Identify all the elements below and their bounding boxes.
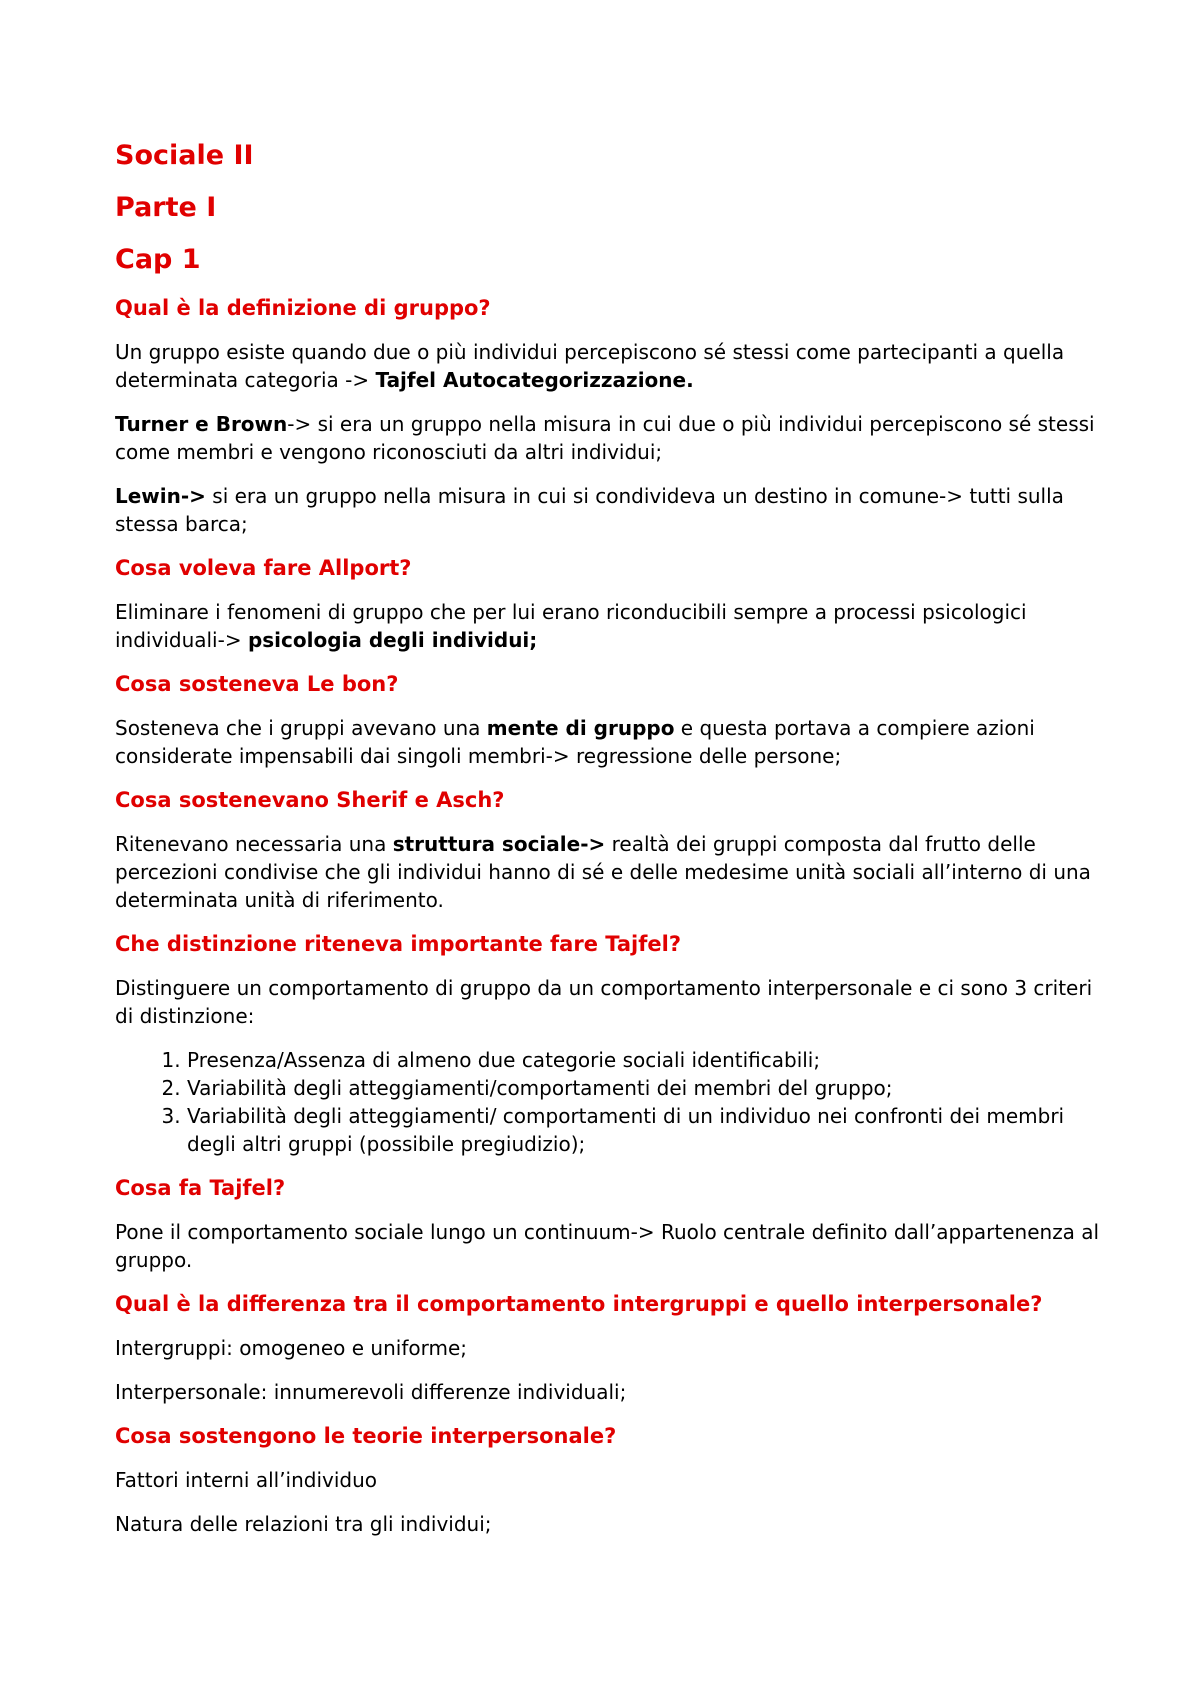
list-item: 3. Variabilità degli atteggiamenti/ comportamenti di un individuo nei confronti dei membri degli altri gruppi (possibile pregiudizio); [187, 1102, 1100, 1158]
part-title: Parte I [115, 192, 217, 223]
list-item: 1. Presenza/Assenza di almeno due categorie sociali identificabili; [187, 1046, 1100, 1074]
question-heading: Qual è la differenza tra il comportamento intergruppi e quello interpersonale? [115, 1292, 1043, 1316]
paragraph-bold: struttura sociale-> [392, 832, 606, 856]
list-item: 2. Variabilità degli atteggiamenti/comportamenti dei membri del gruppo; [187, 1074, 1100, 1102]
paragraph-text: Eliminare i fenomeni di gruppo che per lui erano riconducibili sempre a processi psicologici individuali-> [115, 600, 1027, 652]
question-heading: Cosa voleva fare Allport? [115, 556, 412, 580]
paragraph-text: Un gruppo esiste quando due o più individui percepiscono sé stessi come partecipanti a quella determinata categoria -> [115, 340, 1065, 392]
paragraph-text: Ritenevano necessaria una [115, 832, 393, 856]
paragraph: Distinguere un comportamento di gruppo da un comportamento interpersonale e ci sono 3 criteri di distinzione: [115, 976, 1093, 1028]
paragraph-bold: Lewin-> [115, 484, 206, 508]
paragraph-bold: mente di gruppo [486, 716, 675, 740]
chapter-title: Cap 1 [115, 244, 201, 275]
question-heading: Cosa fa Tajfel? [115, 1176, 286, 1200]
paragraph [115, 482, 1100, 538]
paragraph [115, 714, 1100, 770]
paragraph: Pone il comportamento sociale lungo un continuum-> Ruolo centrale definito dall’appartenenza al gruppo. [115, 1220, 1100, 1272]
paragraph-bold: psicologia degli individui; [247, 628, 538, 652]
paragraph: Natura delle relazioni tra gli individui; [115, 1512, 492, 1536]
paragraph-text: si era un gruppo nella misura in cui si condivideva un destino in comune-> tutti sulla stessa barca; [115, 484, 1064, 536]
paragraph: Interpersonale: innumerevoli differenze individuali; [115, 1380, 627, 1404]
paragraph [115, 830, 1100, 914]
paragraph [115, 338, 1100, 394]
doc-title: Sociale II [115, 140, 254, 171]
question-heading: Qual è la definizione di gruppo? [115, 296, 491, 320]
paragraph [115, 598, 1100, 654]
question-heading: Cosa sostengono le teorie interpersonale? [115, 1424, 617, 1448]
paragraph-text: -> si era un gruppo nella misura in cui due o più individui percepiscono sé stessi come membri e vengono riconosciuti da altri individui; [115, 412, 1095, 464]
paragraph: Fattori interni all’individuo [115, 1468, 378, 1492]
paragraph-bold: Turner e Brown [115, 412, 288, 436]
question-heading: Cosa sostenevano Sherif e Asch? [115, 788, 505, 812]
paragraph-bold: Tajfel Autocategorizzazione. [375, 368, 694, 392]
paragraph-text: e questa portava a compiere azioni considerate impensabili dai singoli membri-> regressione delle persone; [115, 716, 1035, 768]
paragraph: Intergruppi: omogeneo e uniforme; [115, 1336, 468, 1360]
paragraph-text: Sosteneva che i gruppi avevano una [115, 716, 487, 740]
paragraph [115, 410, 1100, 466]
criteria-list [115, 1046, 1100, 1158]
paragraph-text: realtà dei gruppi composta dal frutto delle percezioni condivise che gli individui hanno di sé e delle medesime unità sociali all’interno di una determinata unità di riferimento. [115, 832, 1091, 912]
question-heading: Cosa sosteneva Le bon? [115, 672, 399, 696]
question-heading: Che distinzione riteneva importante fare Tajfel? [115, 932, 681, 956]
